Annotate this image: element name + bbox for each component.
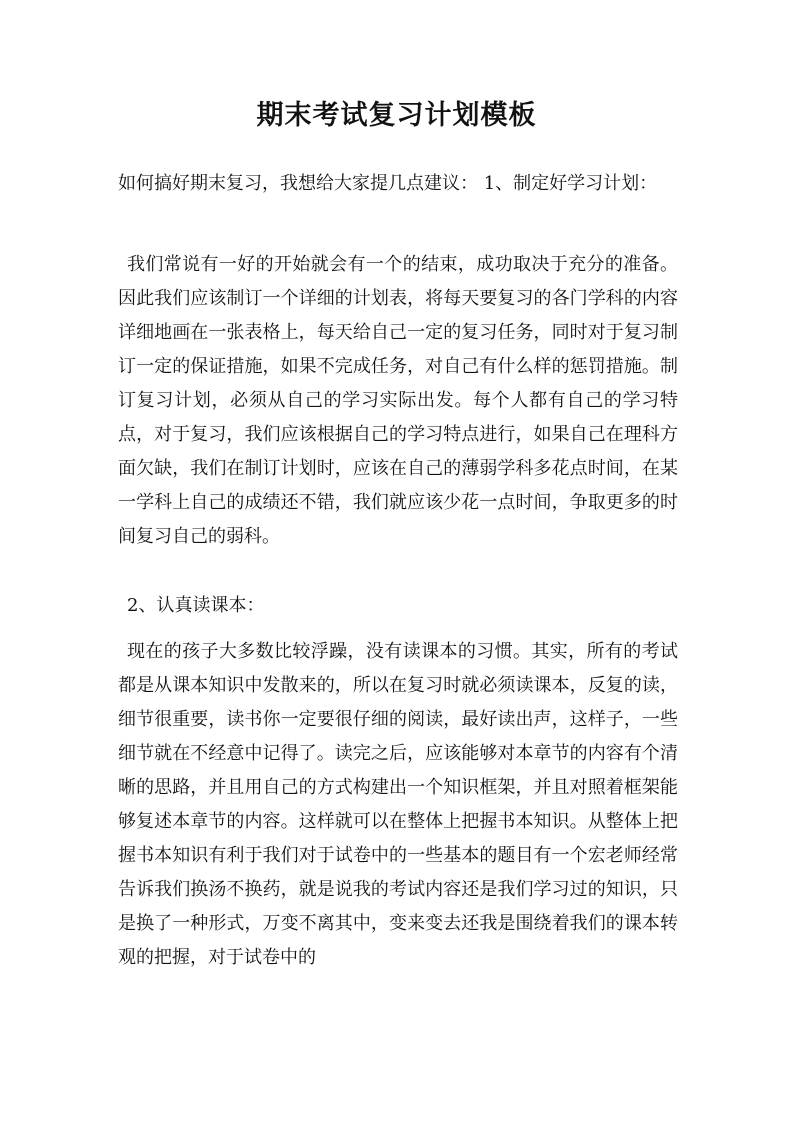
study-plan-paragraph: 我们常说有一好的开始就会有一个的结束，成功取决于充分的准备。因此我们应该制订一个详细的计划表，将每天要复习的各门学科的内容详细地画在一张表格上，每天给自己一定的复习任务，同时对于复习制订一定的保证措施，如果不完成任务，对自己有什么样的惩罚措施。制订复习计划，必须从自己的学习实际出发。每个人都有自己的学习特点，对于复习，我们应该根据自己的学习特点进行，如果自己在理科方面欠缺，我们在制订计划时，应该在自己的薄弱学科多花点时间，在某一学科上自己的成绩还不错，我们就应该少花一点时间，争取更多的时间复习自己的弱科。 bbox=[118, 254, 678, 547]
read-textbook-paragraph: 现在的孩子大多数比较浮躁，没有读课本的习惯。其实，所有的考试都是从课本知识中发散来的，所以在复习时就必须读课本，反复的读，细节很重要，读书你一定要很仔细的阅读，最好读出声，这样子，一些细节就在不经意中记得了。读完之后，应该能够对本章节的内容有个清晰的思路，并且用自己的方式构建出一个知识框架，并且对照着框架能够复述本章节的内容。这样就可以在整体上把握书本知识。从整体上把握书本知识有利于我们对于试卷中的一些基本的题目有一个宏老师经常告诉我们换汤不换药，就是说我的考试内容还是我们学习过的知识，只是换了一种形式，万变不离其中，变来变去还我是围绕着我们的课本转观的把握，对于试卷中的 bbox=[118, 641, 678, 968]
document-title: 期末考试复习计划模板 bbox=[256, 100, 537, 131]
intro-paragraph: 如何搞好期末复习，我想给大家提几点建议： 1、制定好学习计划： bbox=[118, 173, 658, 194]
section-heading-read-textbook: 2、认真读课本： bbox=[127, 595, 265, 616]
